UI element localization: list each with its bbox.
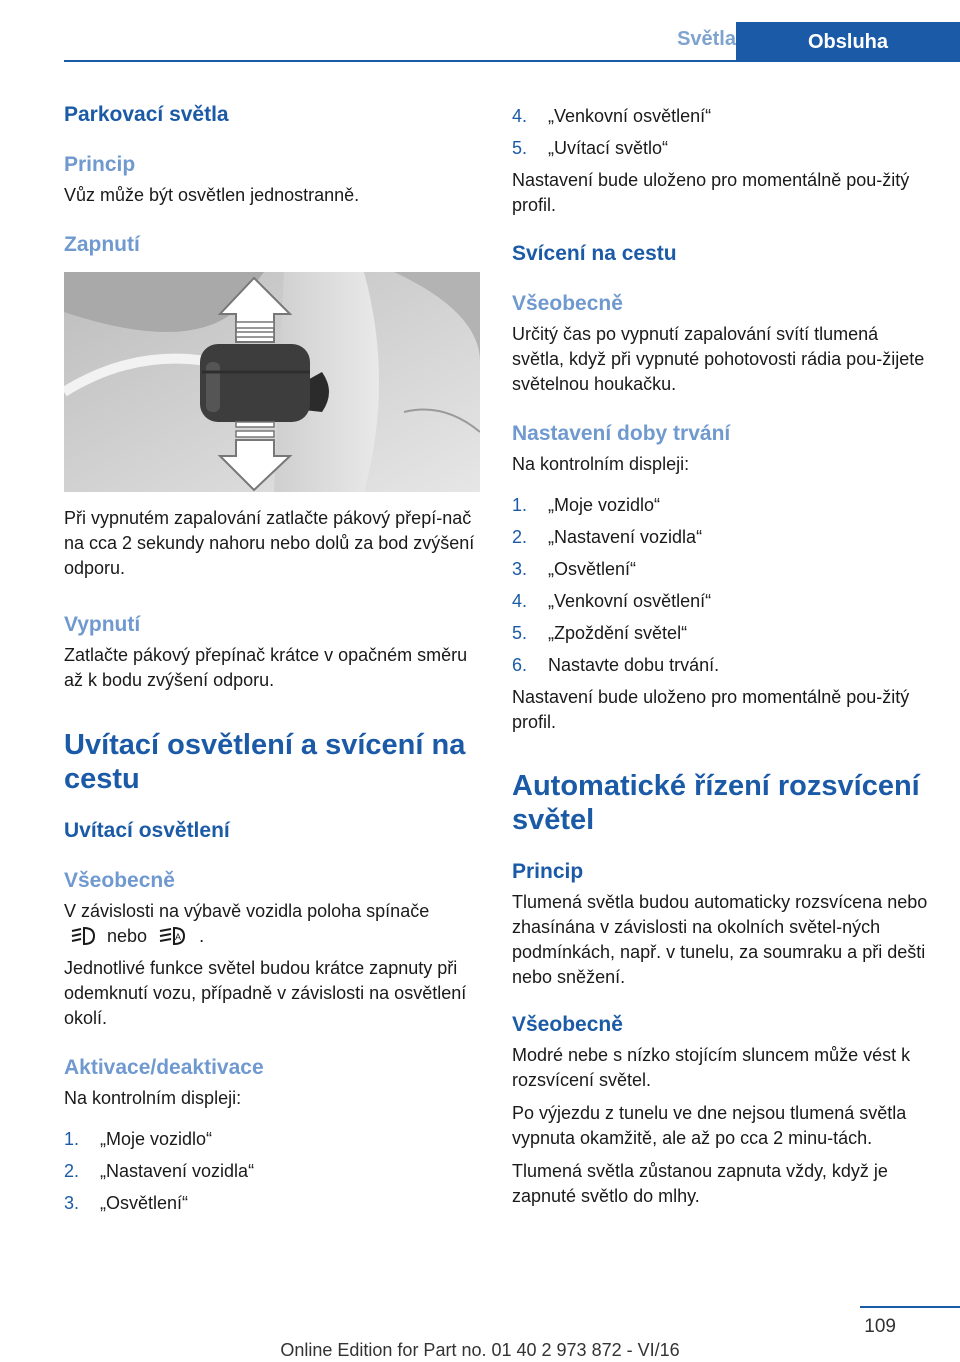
list-item: 2. „Nastavení vozidla“: [512, 527, 703, 547]
heading-vseob2: Všeobecně: [512, 1013, 623, 1036]
list-item: 4. „Venkovní osvětlení“: [512, 591, 712, 611]
vseobecne-text-start: V závislosti na výbavě vozidla poloha spínače: [64, 901, 430, 921]
heading-zapnuti: Zapnutí: [64, 233, 140, 256]
modre-text: Modré nebe s nízko stojícím sluncem může vést k rozsvícení světel.: [512, 1045, 911, 1090]
heading-welcome-light: Uvítací osvětlení: [64, 819, 230, 842]
heading-vseob: Všeobecně: [512, 292, 623, 315]
steps-list-right-b: [512, 493, 928, 678]
heading-aktivace: Aktivace/deaktivace: [64, 1056, 264, 1079]
auto-headlight-icon: [158, 926, 188, 946]
urcity-text: Určitý čas po vypnutí zapalování svítí tlumená světla, když při vypnuté pohotovosti rádia pou‐žijete světelnou houkačku.: [512, 324, 925, 394]
list-item: 5. „Zpoždění světel“: [512, 623, 688, 643]
kontrolni-text-right: Na kontrolním displeji:: [512, 454, 690, 474]
svg-text:A: A: [175, 932, 182, 942]
heading-parking-lights: Parkovací světla: [64, 103, 229, 126]
steps-list-left: [64, 1127, 480, 1216]
ulozeno-text-2: Nastavení bude uloženo pro momentálně pou‐žitý profil.: [512, 687, 910, 732]
ulozeno-text-1: Nastavení bude uloženo pro momentálně pou‐žitý profil.: [512, 170, 910, 215]
heading-doba: Nastavení doby trvání: [512, 422, 731, 445]
list-item: 1. „Moje vozidlo“: [512, 495, 661, 515]
left-column: [64, 100, 480, 1223]
vseobecne-nebo: nebo: [107, 926, 148, 946]
heading-vseobecne: Všeobecně: [64, 869, 175, 892]
right-column: [512, 100, 928, 1209]
list-item: 2. „Nastavení vozidla“: [64, 1161, 255, 1181]
heading-princip: Princip: [64, 153, 136, 176]
lever-photo: [64, 272, 480, 492]
po-vyjezdu-text: Po výjezdu z tunelu ve dne nejsou tlumená světla vypnuta okamžitě, ale až po cca 2 minu‐tách.: [512, 1103, 907, 1148]
list-item: 1. „Moje vozidlo“: [64, 1129, 213, 1149]
page-number: 109: [864, 1316, 896, 1337]
footer-divider: [860, 1306, 960, 1308]
tlumena-text: Tlumená světla zůstanou zapnuta vždy, když je zapnuté světlo do mlhy.: [512, 1161, 888, 1206]
list-item: 6. Nastavte dobu trvání.: [512, 655, 720, 675]
steps-list-right-a: [512, 104, 928, 161]
page-header: [64, 0, 960, 62]
section-tab: Světla: [677, 28, 736, 50]
list-item: 5. „Uvítací světlo“: [512, 138, 669, 158]
zapnuti-text: Při vypnutém zapalování zatlačte pákový přepí‐nač na cca 2 sekundy nahoru nebo dolů za bod zvýšení odporu.: [64, 508, 475, 578]
vypnuti-text: Zatlačte pákový přepínač krátce v opačném směru až k bodu zvýšení odporu.: [64, 645, 468, 690]
heading-princip-right: Princip: [512, 860, 584, 883]
jednotlive-text: Jednotlivé funkce světel budou krátce zapnuty při odemknutí vozu, případně v závislosti na osvětlení okolí.: [64, 958, 467, 1028]
heading-vypnuti: Vypnutí: [64, 613, 141, 636]
princip-text-right: Tlumená světla budou automaticky rozsvícena nebo zhasínána v závislosti na okolních světel‐ných podmínkách, např. v tunelu, za soumraku a při dešti nebo sněžení.: [512, 892, 928, 987]
list-item: 3. „Osvětlení“: [64, 1193, 189, 1213]
edition-footer: Online Edition for Part no. 01 40 2 973 872 - VI/16: [280, 1340, 680, 1360]
vseobecne-text-end: .: [199, 926, 205, 946]
heading-auto-lights: Automatické řízení rozsvícení světel: [512, 770, 920, 836]
princip-text: Vůz může být osvětlen jednostranně.: [64, 185, 360, 205]
heading-svic: Svícení na cestu: [512, 242, 677, 265]
chapter-tab: Obsluha: [736, 22, 960, 62]
lever-illustration: [64, 272, 480, 492]
low-beam-icon: [70, 926, 96, 946]
kontrolni-text-left: Na kontrolním displeji:: [64, 1088, 242, 1108]
list-item: 4. „Venkovní osvětlení“: [512, 106, 712, 126]
heading-welcome-lights: Uvítací osvětlení a svícení na cestu: [64, 729, 466, 795]
vseobecne-text: [64, 899, 480, 949]
list-item: 3. „Osvětlení“: [512, 559, 637, 579]
